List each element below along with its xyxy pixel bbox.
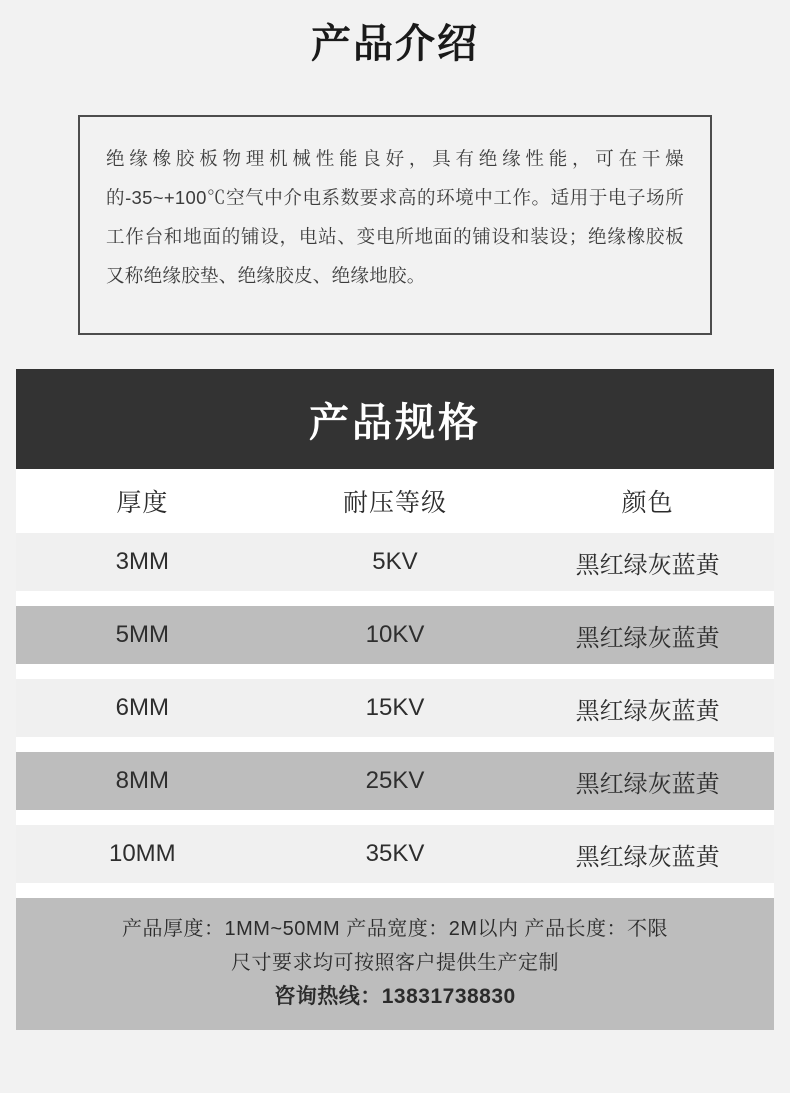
cell-voltage: 15KV: [269, 679, 522, 737]
cell-thickness: 5MM: [16, 606, 269, 664]
column-header-voltage: 耐压等级: [269, 469, 522, 533]
intro-section: [0, 0, 790, 360]
note-custom: 尺寸要求均可按照客户提供生产定制: [231, 952, 559, 974]
cell-thickness: 8MM: [16, 752, 269, 810]
cell-voltage: 35KV: [269, 825, 522, 883]
spec-title: 产品规格: [309, 400, 481, 445]
row-divider: [16, 737, 774, 752]
footer-note: [16, 898, 774, 1030]
cell-color: 黑红绿灰蓝黄: [521, 752, 774, 810]
intro-paragraph: 绝缘橡胶板物理机械性能良好，具有绝缘性能，可在干燥的-35~+100℃空气中介电系数要求高的环境中工作。适用于电子场所工作台和地面的铺设，电站、变电所地面的铺设和装设；绝缘橡胶板又称绝缘胶垫、绝缘胶皮、绝缘地胶。: [106, 148, 684, 286]
row-divider: [16, 664, 774, 679]
column-header-thickness: 厚度: [16, 469, 269, 533]
cell-color: 黑红绿灰蓝黄: [521, 606, 774, 664]
cell-voltage: 5KV: [269, 533, 522, 591]
cell-voltage: 25KV: [269, 752, 522, 810]
spec-table: [16, 469, 774, 898]
intro-box: [78, 115, 712, 335]
table-header-row: [16, 469, 774, 533]
row-divider: [16, 591, 774, 606]
cell-thickness: 6MM: [16, 679, 269, 737]
table-row: [16, 752, 774, 810]
column-header-color: 颜色: [521, 469, 774, 533]
row-divider: [16, 810, 774, 825]
row-divider: [16, 883, 774, 898]
note-hotline: 咨询热线：13831738830: [274, 985, 516, 1008]
table-row: [16, 606, 774, 664]
note-dimensions: 产品厚度：1MM~50MM 产品宽度：2M以内 产品长度：不限: [121, 918, 669, 940]
page-title: 产品介绍: [311, 22, 479, 66]
cell-color: 黑红绿灰蓝黄: [521, 825, 774, 883]
cell-voltage: 10KV: [269, 606, 522, 664]
cell-color: 黑红绿灰蓝黄: [521, 533, 774, 591]
table-row: [16, 825, 774, 883]
cell-thickness: 3MM: [16, 533, 269, 591]
cell-color: 黑红绿灰蓝黄: [521, 679, 774, 737]
spec-section: [16, 369, 774, 1030]
cell-thickness: 10MM: [16, 825, 269, 883]
table-row: [16, 679, 774, 737]
spec-header: [16, 369, 774, 469]
table-row: [16, 533, 774, 591]
